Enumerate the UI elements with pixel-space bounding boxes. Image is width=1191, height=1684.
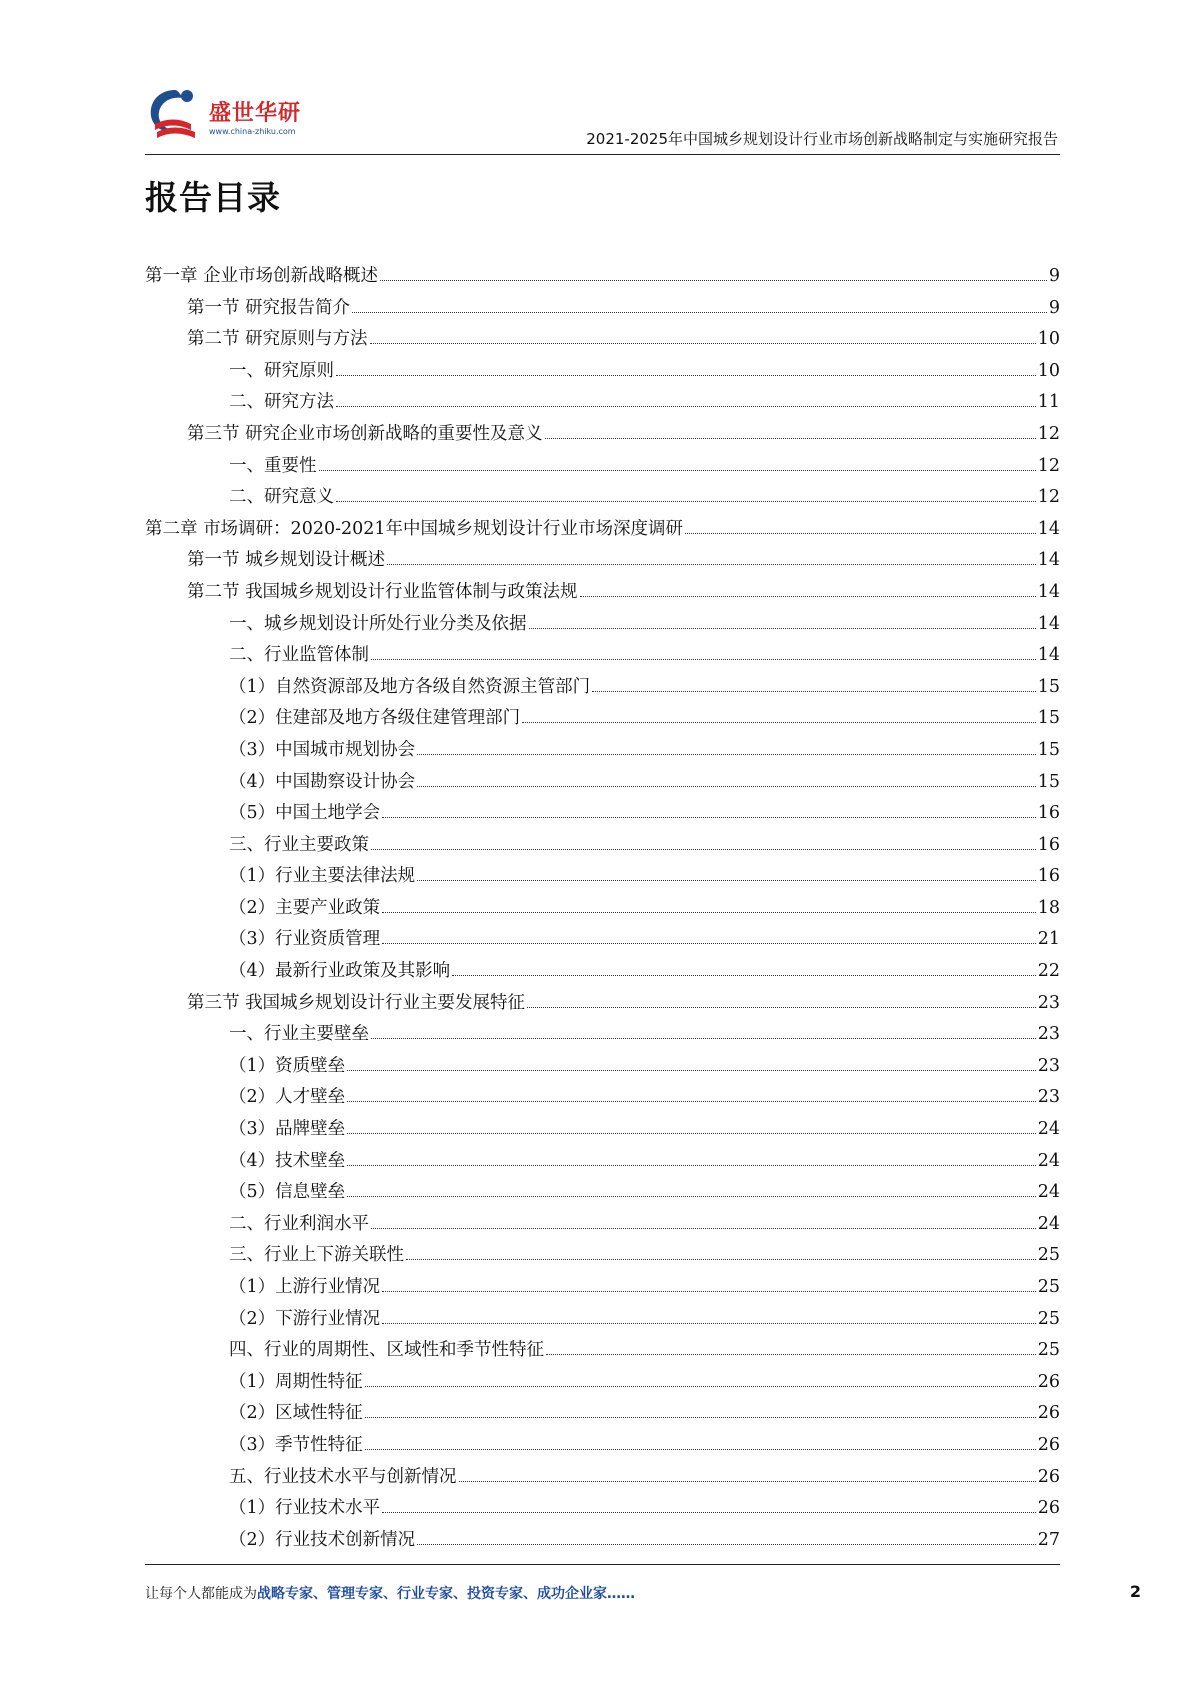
toc-entry[interactable] <box>145 1463 1060 1495</box>
toc-leader-dots <box>382 943 1036 944</box>
toc-leader-dots <box>365 1386 1036 1387</box>
toc-entry-page: 25 <box>1037 1245 1060 1266</box>
toc-leader-dots <box>336 375 1036 376</box>
toc-entry[interactable] <box>145 736 1060 768</box>
toc-entry-page: 24 <box>1037 1182 1060 1203</box>
toc-leader-dots <box>371 1228 1036 1229</box>
toc-entry[interactable] <box>145 925 1060 957</box>
toc-entry[interactable] <box>145 1431 1060 1463</box>
toc-entry-label: （4）最新行业政策及其影响 <box>229 961 451 982</box>
toc-entry-label: （1）资质壁垒 <box>229 1055 346 1076</box>
toc-leader-dots <box>527 1007 1036 1008</box>
toc-leader-dots <box>365 1417 1036 1418</box>
toc-entry[interactable] <box>145 1305 1060 1337</box>
toc-leader-dots <box>347 1101 1036 1102</box>
toc-entry-label: （3）季节性特征 <box>229 1434 363 1455</box>
toc-entry-page: 10 <box>1037 360 1060 381</box>
company-logo <box>145 84 315 146</box>
toc-entry[interactable] <box>145 262 1060 294</box>
toc-entry-page: 15 <box>1037 676 1060 697</box>
toc-leader-dots <box>371 659 1036 660</box>
toc-entry-label: 一、城乡规划设计所处行业分类及依据 <box>229 613 527 634</box>
toc-entry-page: 14 <box>1037 613 1060 634</box>
toc-leader-dots <box>382 912 1036 913</box>
toc-leader-dots <box>370 343 1036 344</box>
page-header <box>145 80 1060 156</box>
toc-entry-page: 26 <box>1037 1371 1060 1392</box>
page-number: 2 <box>1129 1582 1141 1601</box>
toc-leader-dots <box>352 312 1047 313</box>
toc-entry-label: 第一节 研究报告简介 <box>187 297 351 318</box>
toc-entry[interactable] <box>145 357 1060 389</box>
toc-leader-dots <box>347 1070 1036 1071</box>
toc-entry-label: （5）中国土地学会 <box>229 803 381 824</box>
toc-entry-label: （2）人才壁垒 <box>229 1087 346 1108</box>
toc-leader-dots <box>371 1038 1036 1039</box>
toc-leader-dots <box>417 754 1036 755</box>
toc-entry-page: 11 <box>1037 392 1060 413</box>
toc-entry-label: （3）行业资质管理 <box>229 929 381 950</box>
toc-entry-label: 四、行业的周期性、区域性和季节性特征 <box>229 1340 544 1361</box>
toc-entry-label: （2）主要产业政策 <box>229 897 381 918</box>
toc-entry[interactable] <box>145 1210 1060 1242</box>
toc-entry-page: 14 <box>1037 581 1060 602</box>
toc-entry[interactable] <box>145 1147 1060 1179</box>
logo-url: www.china-zhiku.com <box>209 127 296 136</box>
toc-entry[interactable] <box>145 546 1060 578</box>
toc-entry[interactable] <box>145 704 1060 736</box>
toc-entry-label: （2）下游行业情况 <box>229 1308 381 1329</box>
toc-entry-label: 五、行业技术水平与创新情况 <box>229 1466 457 1487</box>
toc-entry-label: 三、行业主要政策 <box>229 834 369 855</box>
toc-entry-label: 第二章 市场调研：2020-2021年中国城乡规划设计行业市场深度调研 <box>145 518 684 539</box>
toc-leader-dots <box>592 691 1036 692</box>
logo-text: 盛世华研 <box>209 101 302 126</box>
toc-entry-label: 二、研究意义 <box>229 487 334 508</box>
toc-entry-label: 二、行业监管体制 <box>229 645 369 666</box>
toc-entry-page: 18 <box>1037 897 1060 918</box>
toc-entry-label: （1）行业主要法律法规 <box>229 866 416 887</box>
toc-entry[interactable] <box>145 578 1060 610</box>
toc-leader-dots <box>545 438 1036 439</box>
toc-entry-page: 26 <box>1037 1466 1060 1487</box>
toc-leader-dots <box>417 880 1036 881</box>
toc-leader-dots <box>347 1133 1036 1134</box>
toc-entry[interactable] <box>145 294 1060 326</box>
toc-entry-label: （4）中国勘察设计协会 <box>229 771 416 792</box>
toc-entry-page: 21 <box>1037 929 1060 950</box>
toc-entry-page: 24 <box>1037 1119 1060 1140</box>
toc-entry-page: 12 <box>1037 423 1060 444</box>
toc-entry-page: 27 <box>1037 1529 1060 1550</box>
toc-entry[interactable] <box>145 1052 1060 1084</box>
toc-leader-dots <box>546 1354 1036 1355</box>
toc-entry[interactable] <box>145 420 1060 452</box>
toc-entry-page: 25 <box>1037 1340 1060 1361</box>
toc-entry[interactable] <box>145 1399 1060 1431</box>
toc-entry-label: （2）区域性特征 <box>229 1403 363 1424</box>
toc-leader-dots <box>336 501 1036 502</box>
toc-leader-dots <box>382 1291 1036 1292</box>
toc-entry-page: 12 <box>1037 455 1060 476</box>
toc-entry-page: 15 <box>1037 708 1060 729</box>
toc-leader-dots <box>382 1323 1036 1324</box>
toc-leader-dots <box>452 975 1036 976</box>
toc-entry-label: 第一章 企业市场创新战略概述 <box>145 266 379 286</box>
toc-entry[interactable] <box>145 894 1060 926</box>
toc-entry-page: 24 <box>1037 1213 1060 1234</box>
toc-entry-label: （3）中国城市规划协会 <box>229 739 416 760</box>
toc-entry-label: 三、行业上下游关联性 <box>229 1245 404 1266</box>
toc-entry-page: 23 <box>1037 1055 1060 1076</box>
toc-entry-page: 15 <box>1037 771 1060 792</box>
toc-entry[interactable] <box>145 1368 1060 1400</box>
toc-entry-page: 23 <box>1037 1087 1060 1108</box>
toc-entry-label: （5）信息壁垒 <box>229 1182 346 1203</box>
toc-leader-dots <box>382 1512 1036 1513</box>
toc-entry-label: （4）技术壁垒 <box>229 1150 346 1171</box>
logo-emblem-icon <box>145 84 207 146</box>
toc-entry[interactable] <box>145 862 1060 894</box>
toc-entry-page: 25 <box>1037 1308 1060 1329</box>
toc-entry[interactable] <box>145 1526 1060 1558</box>
toc-entry[interactable] <box>145 1020 1060 1052</box>
toc-entry-page: 22 <box>1037 961 1060 982</box>
toc-entry-label: 第一节 城乡规划设计概述 <box>187 550 386 571</box>
toc-entry-page: 14 <box>1037 645 1060 666</box>
toc-entry[interactable] <box>145 325 1060 357</box>
toc-entry[interactable] <box>145 989 1060 1021</box>
toc-leader-dots <box>347 1165 1036 1166</box>
toc-entry-page: 15 <box>1037 739 1060 760</box>
toc-leader-dots <box>459 1481 1036 1482</box>
toc-entry[interactable] <box>145 1178 1060 1210</box>
page-footer <box>145 1583 1060 1603</box>
toc-entry-label: （1）周期性特征 <box>229 1371 363 1392</box>
toc-entry-page: 10 <box>1037 329 1060 350</box>
toc-entry[interactable] <box>145 483 1060 515</box>
toc-entry[interactable] <box>145 768 1060 800</box>
toc-entry-page: 14 <box>1037 518 1060 539</box>
toc-leader-dots <box>417 786 1036 787</box>
toc-entry-label: 二、行业利润水平 <box>229 1213 369 1234</box>
toc-leader-dots <box>371 849 1036 850</box>
toc-entry-page: 12 <box>1037 487 1060 508</box>
toc-entry-label: 第二节 研究原则与方法 <box>187 329 368 350</box>
toc-entry[interactable] <box>145 1241 1060 1273</box>
toc-entry-label: （1）上游行业情况 <box>229 1277 381 1297</box>
toc-entry-label: 一、行业主要壁垒 <box>229 1024 369 1045</box>
toc-leader-dots <box>336 406 1036 407</box>
toc-entry[interactable] <box>145 1083 1060 1115</box>
toc-leader-dots <box>580 596 1036 597</box>
footer-divider <box>145 1564 1060 1565</box>
toc-entry[interactable] <box>145 1273 1060 1305</box>
toc-entry-label: （3）品牌壁垒 <box>229 1119 346 1140</box>
toc-leader-dots <box>685 533 1036 534</box>
footer-slogan-lead: 让每个人都能成为 <box>145 1586 257 1602</box>
toc-entry[interactable] <box>145 452 1060 484</box>
toc-leader-dots <box>380 280 1047 281</box>
toc-entry-page: 14 <box>1037 550 1060 571</box>
toc-entry-page: 26 <box>1037 1434 1060 1455</box>
toc-entry[interactable] <box>145 515 1060 547</box>
header-divider <box>145 154 1060 155</box>
toc-entry[interactable] <box>145 799 1060 831</box>
page-title: 报告目录 <box>145 178 281 217</box>
toc-entry[interactable] <box>145 610 1060 642</box>
toc-entry-label: 第二节 我国城乡规划设计行业监管体制与政策法规 <box>187 581 578 602</box>
toc-entry-label: （2）行业技术创新情况 <box>229 1529 416 1550</box>
toc-leader-dots <box>382 817 1036 818</box>
toc-entry-page: 23 <box>1037 992 1060 1013</box>
toc-leader-dots <box>319 470 1036 471</box>
toc-entry-page: 9 <box>1048 266 1060 286</box>
table-of-contents <box>145 262 1060 1557</box>
toc-entry[interactable] <box>145 1115 1060 1147</box>
toc-leader-dots <box>417 1544 1036 1545</box>
toc-entry-label: 第三节 研究企业市场创新战略的重要性及意义 <box>187 423 543 444</box>
toc-leader-dots <box>529 628 1036 629</box>
toc-entry[interactable] <box>145 388 1060 420</box>
toc-entry-page: 16 <box>1037 803 1060 824</box>
toc-leader-dots <box>347 1196 1036 1197</box>
toc-entry-page: 26 <box>1037 1498 1060 1519</box>
report-title: 2021-2025年中国城乡规划设计行业市场创新战略制定与实施研究报告 <box>586 130 1058 148</box>
toc-leader-dots <box>406 1259 1036 1260</box>
toc-entry[interactable] <box>145 641 1060 673</box>
toc-entry[interactable] <box>145 673 1060 705</box>
toc-entry[interactable] <box>145 957 1060 989</box>
toc-entry[interactable] <box>145 1494 1060 1526</box>
toc-entry-page: 16 <box>1037 834 1060 855</box>
toc-entry-page: 26 <box>1037 1403 1060 1424</box>
toc-entry[interactable] <box>145 831 1060 863</box>
toc-entry-page: 16 <box>1037 866 1060 887</box>
toc-leader-dots <box>387 564 1036 565</box>
toc-entry-page: 24 <box>1037 1150 1060 1171</box>
toc-entry-label: （2）住建部及地方各级住建管理部门 <box>229 708 521 729</box>
toc-entry-label: 一、重要性 <box>229 455 317 476</box>
toc-entry-page: 9 <box>1048 297 1060 318</box>
toc-leader-dots <box>365 1449 1036 1450</box>
toc-entry-label: 第三节 我国城乡规划设计行业主要发展特征 <box>187 992 526 1013</box>
toc-entry-label: （1）行业技术水平 <box>229 1498 381 1519</box>
toc-entry[interactable] <box>145 1336 1060 1368</box>
toc-entry-label: 二、研究方法 <box>229 392 334 413</box>
footer-slogan-roles: 战略专家、管理专家、行业专家、投资专家、成功企业家…… <box>257 1586 635 1602</box>
toc-entry-page: 25 <box>1037 1277 1060 1297</box>
toc-entry-page: 23 <box>1037 1024 1060 1045</box>
toc-entry-label: （1）自然资源部及地方各级自然资源主管部门 <box>229 676 591 697</box>
toc-leader-dots <box>522 722 1036 723</box>
toc-entry-label: 一、研究原则 <box>229 360 334 381</box>
